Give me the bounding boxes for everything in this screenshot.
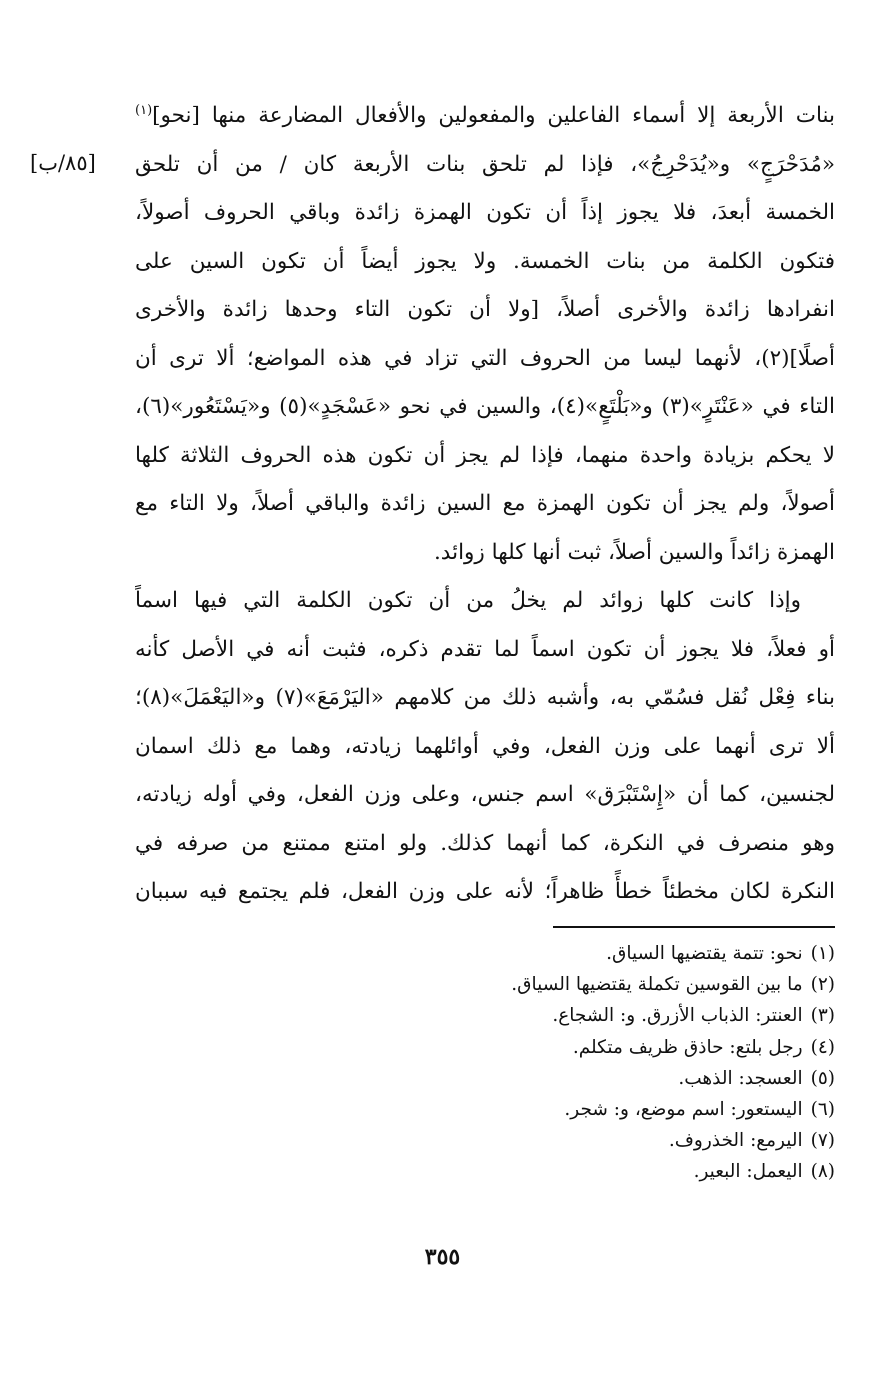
footnote-number: (٣) (810, 1005, 835, 1027)
footnote (135, 1094, 835, 1125)
footnote (135, 1032, 835, 1063)
main-text (135, 92, 835, 917)
text-line: التاء في «عَنْتَرٍ»(٣) و«بَلْتَعٍ»(٤)، والسين في نحو «عَسْجَدٍ»(٥) و«يَسْتَعُور»(٦)، (135, 394, 835, 419)
text-line: لا يحكم بزيادة واحدة منهما، فإذا لم يجز أن تكون هذه الحروف الثلاثة كلها (135, 442, 835, 468)
footnote-number: (٢) (810, 974, 835, 996)
text-line: النكرة لكان مخطئاً خطأً ظاهراً؛ لأنه على وزن الفعل، فلم يجتمع فيه سببان (135, 879, 835, 904)
text-line: الهمزة زائداً والسين أصلاً، ثبت أنها كلها زوائد. (433, 539, 835, 565)
text-line: بناء فِعْل نُقل فسُمّي به، وأشبه ذلك من كلامهم «اليَرْمَعَ»(٧) و«اليَعْمَلَ»(٨)؛ (135, 685, 835, 710)
page-number: ٣٥٥ (424, 1244, 461, 1270)
text-line: بنات الأربعة إلا أسماء الفاعلين والمفعولين والأفعال المضارعة منها [نحو]$^{(١)}$ (135, 102, 835, 128)
footnote-text: اليستعور: اسم موضع، و: شجر. (564, 1098, 803, 1120)
footnote-text: رجل بلتع: حاذق ظريف متكلم. (572, 1036, 803, 1058)
footnote-text: اليعمل: البعير. (693, 1161, 803, 1183)
footnotes (135, 938, 835, 1188)
footnote-number: (١) (810, 943, 835, 964)
footnote (135, 969, 835, 1000)
footnote-number: (٥) (810, 1067, 835, 1089)
text-line: فتكون الكلمة من بنات الخمسة. ولا يجوز أيضاً أن تكون السين على (135, 248, 835, 274)
text-line: الخمسة أبعدَ، فلا يجوز إذاً أن تكون الهمزة زائدة وباقي الحروف أصولاً، (135, 200, 835, 225)
text-line: أو فعلاً، فلا يجوز أن تكون اسماً لما تقدم ذكره، فثبت أنه في الأصل كأنه (135, 636, 835, 662)
footnote-divider (553, 926, 835, 928)
footnote-number: (٧) (810, 1130, 835, 1152)
text-line: ألا ترى أنهما على وزن الفعل، وفي أوائلهما زيادته، وهما مع ذلك اسمان (135, 733, 835, 759)
folio-margin-note: [٨٥/ب] (30, 151, 96, 175)
footnote (135, 938, 835, 969)
footnote-number: (٦) (810, 1098, 835, 1120)
text-line: أصولاً، ولم يجز أن تكون الهمزة مع السين زائدة والباقي أصلاً، ولا التاء مع (135, 491, 835, 516)
footnote-text: ما بين القوسين تكملة يقتضيها السياق. (511, 974, 803, 996)
footnote (135, 1156, 835, 1187)
footnote-ref: (١) (135, 102, 153, 118)
footnote (135, 1000, 835, 1031)
text-line: أصلًا](٢)، لأنهما ليسا من الحروف التي تزاد في هذه المواضع؛ ألا ترى أن (135, 345, 835, 371)
footnote (135, 1125, 835, 1156)
footnote-text: العسجد: الذهب. (678, 1067, 803, 1089)
footnote-number: (٨) (810, 1161, 835, 1183)
footnote-number: (٤) (810, 1036, 835, 1058)
text-line: وهو منصرف في النكرة، كما أنهما كذلك. ولو امتنع ممتنع من صرفه في (135, 830, 835, 856)
footnote-text: اليرمع: الخذروف. (668, 1130, 803, 1152)
text-line: لجنسين، كما أن «إِسْتَبْرَق» اسم جنس، وعلى وزن الفعل، وفي أوله زيادته، (135, 782, 835, 807)
footnote-text: العنتر: الذباب الأزرق. و: الشجاع. (552, 1005, 803, 1027)
paragraph-start-line: وإذا كانت كلها زوائد لم يخلُ من أن تكون الكلمة التي فيها اسماً (135, 588, 801, 613)
text-line: انفرادها زائدة والأخرى أصلاً، [ولا أن تكون التاء وحدها زائدة والأخرى (135, 297, 835, 322)
footnote-text: نحو: تتمة يقتضيها السياق. (606, 943, 803, 964)
footnote (135, 1063, 835, 1094)
text-line: «مُدَحْرَجٍ» و«يُدَحْرِجُ»، فإذا لم تلحق بنات الأربعة كان / من أن تلحق (135, 151, 835, 177)
